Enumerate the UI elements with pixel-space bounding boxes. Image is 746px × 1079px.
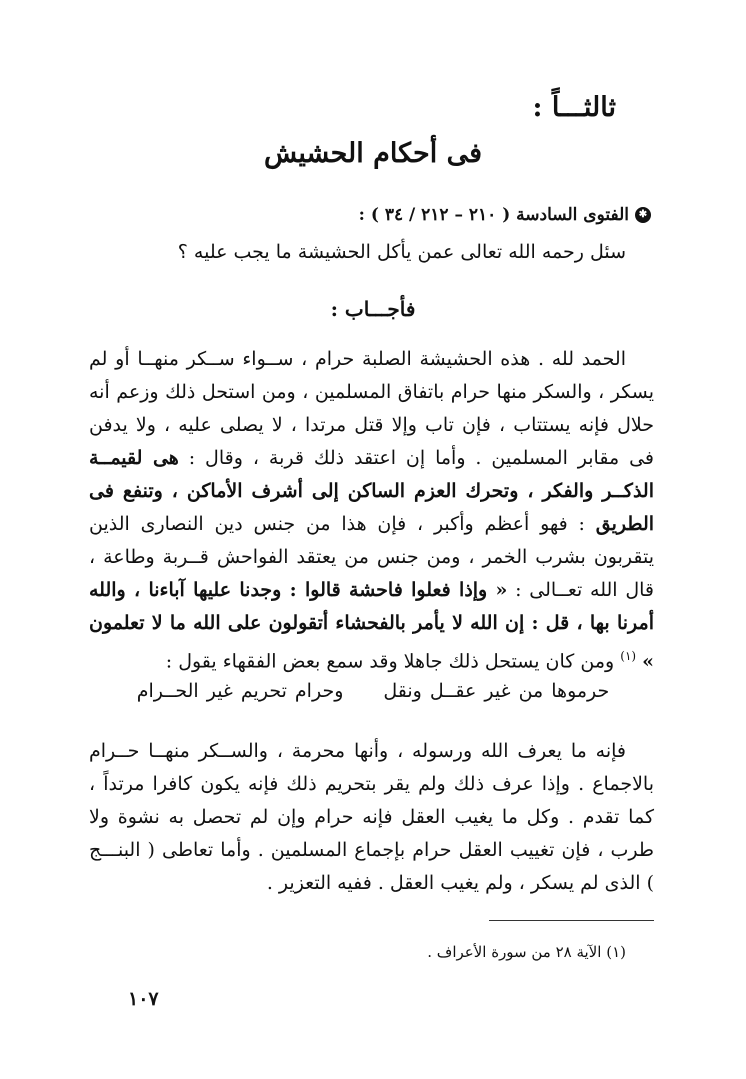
paragraph-1-text-c: ومن كان يستحل ذلك جاهلا وقد سمع بعض الفقهاء يقول : bbox=[165, 650, 615, 673]
verse-first-half: حرموها من غير عقــل ونقل bbox=[383, 680, 610, 702]
quran-quote: « وإذا فعلوا فاحشة قالوا : وجدنا عليها آباءنا ، والله أمرنا بها ، قل : إن الله لا يأمر بالفحشاء أتقولون على الله ما لا تعلمون » bbox=[89, 579, 654, 673]
dot-bullet-icon: ✱ bbox=[635, 207, 651, 223]
footnote: (١) الآية ٢٨ من سورة الأعراف . bbox=[427, 943, 626, 961]
answer-heading: فأجـــاب : bbox=[330, 297, 416, 321]
fatwa-question: سئل رحمه الله تعالى عمن يأكل الحشيشة ما يجب عليه ؟ bbox=[177, 241, 626, 263]
section-label: ثالثـــاً : bbox=[532, 92, 616, 123]
paragraph-1-bold-a: هى لقيمــة الذكــر والفكر ، وتحرك العزم الساكن إلى أشرف الأماكن ، وتنفع فى الطريق bbox=[89, 447, 655, 535]
answer-paragraph-2: فإنه ما يعرف الله ورسوله ، وأنها محرمة ، والســكر منهــا حــرام بالاجماع . وإذا عرف ذلك ولم يقر بتحريم ذلك فإنه يكون كافرا مرتداً ، كما تقدم . وكل ما يغيب العقل فإنه حرام وإن لم تحصل به نشوة ولا طرب ، فإن تغييب العقل حرام بإجماع المسلمين . وأما تعاطى ( البنـــج ) الذى لم يسكر ، ولم يغيب العقل . ففيه التعزير . bbox=[89, 740, 654, 894]
fatwa-heading-text: الفتوى السادسة ( ٢١٠ – ٢١٢ / ٣٤ ) : bbox=[358, 205, 629, 225]
page-number: ١٠٧ bbox=[128, 988, 159, 1010]
verse-second-half: وحرام تحريم غير الحــرام bbox=[136, 680, 344, 702]
poetry-verse bbox=[0, 680, 746, 702]
footnote-divider bbox=[489, 920, 654, 921]
paragraph-1-text-a: الحمد لله . هذه الحشيشة الصلبة حرام ، ســواء ســكر منهــا أو لم يسكر ، والسكر منها حرام باتفاق المسلمين ، ومن استحل ذلك وزعم أنه حلال فإنه يستتاب ، فإن تاب وإلا قتل مرتدا ، لا يصلى عليه ، ولا يدفن فى مقابر المسلمين . وأما إن اعتقد ذلك قربة ، وقال : bbox=[89, 348, 654, 469]
fatwa-heading bbox=[359, 205, 651, 225]
answer-paragraph-1 bbox=[89, 343, 654, 678]
footnote-reference: (١) bbox=[620, 649, 637, 663]
paragraph-1-text-b: : فهو أعظم وأكبر ، فإن هذا من جنس دين النصارى الذين يتقربون بشرب الخمر ، ومن جنس من يعتقد الفواحش قــربة وطاعة ، قال الله تعــالى : bbox=[89, 513, 654, 601]
chapter-title: فى أحكام الحشيش bbox=[263, 138, 483, 169]
